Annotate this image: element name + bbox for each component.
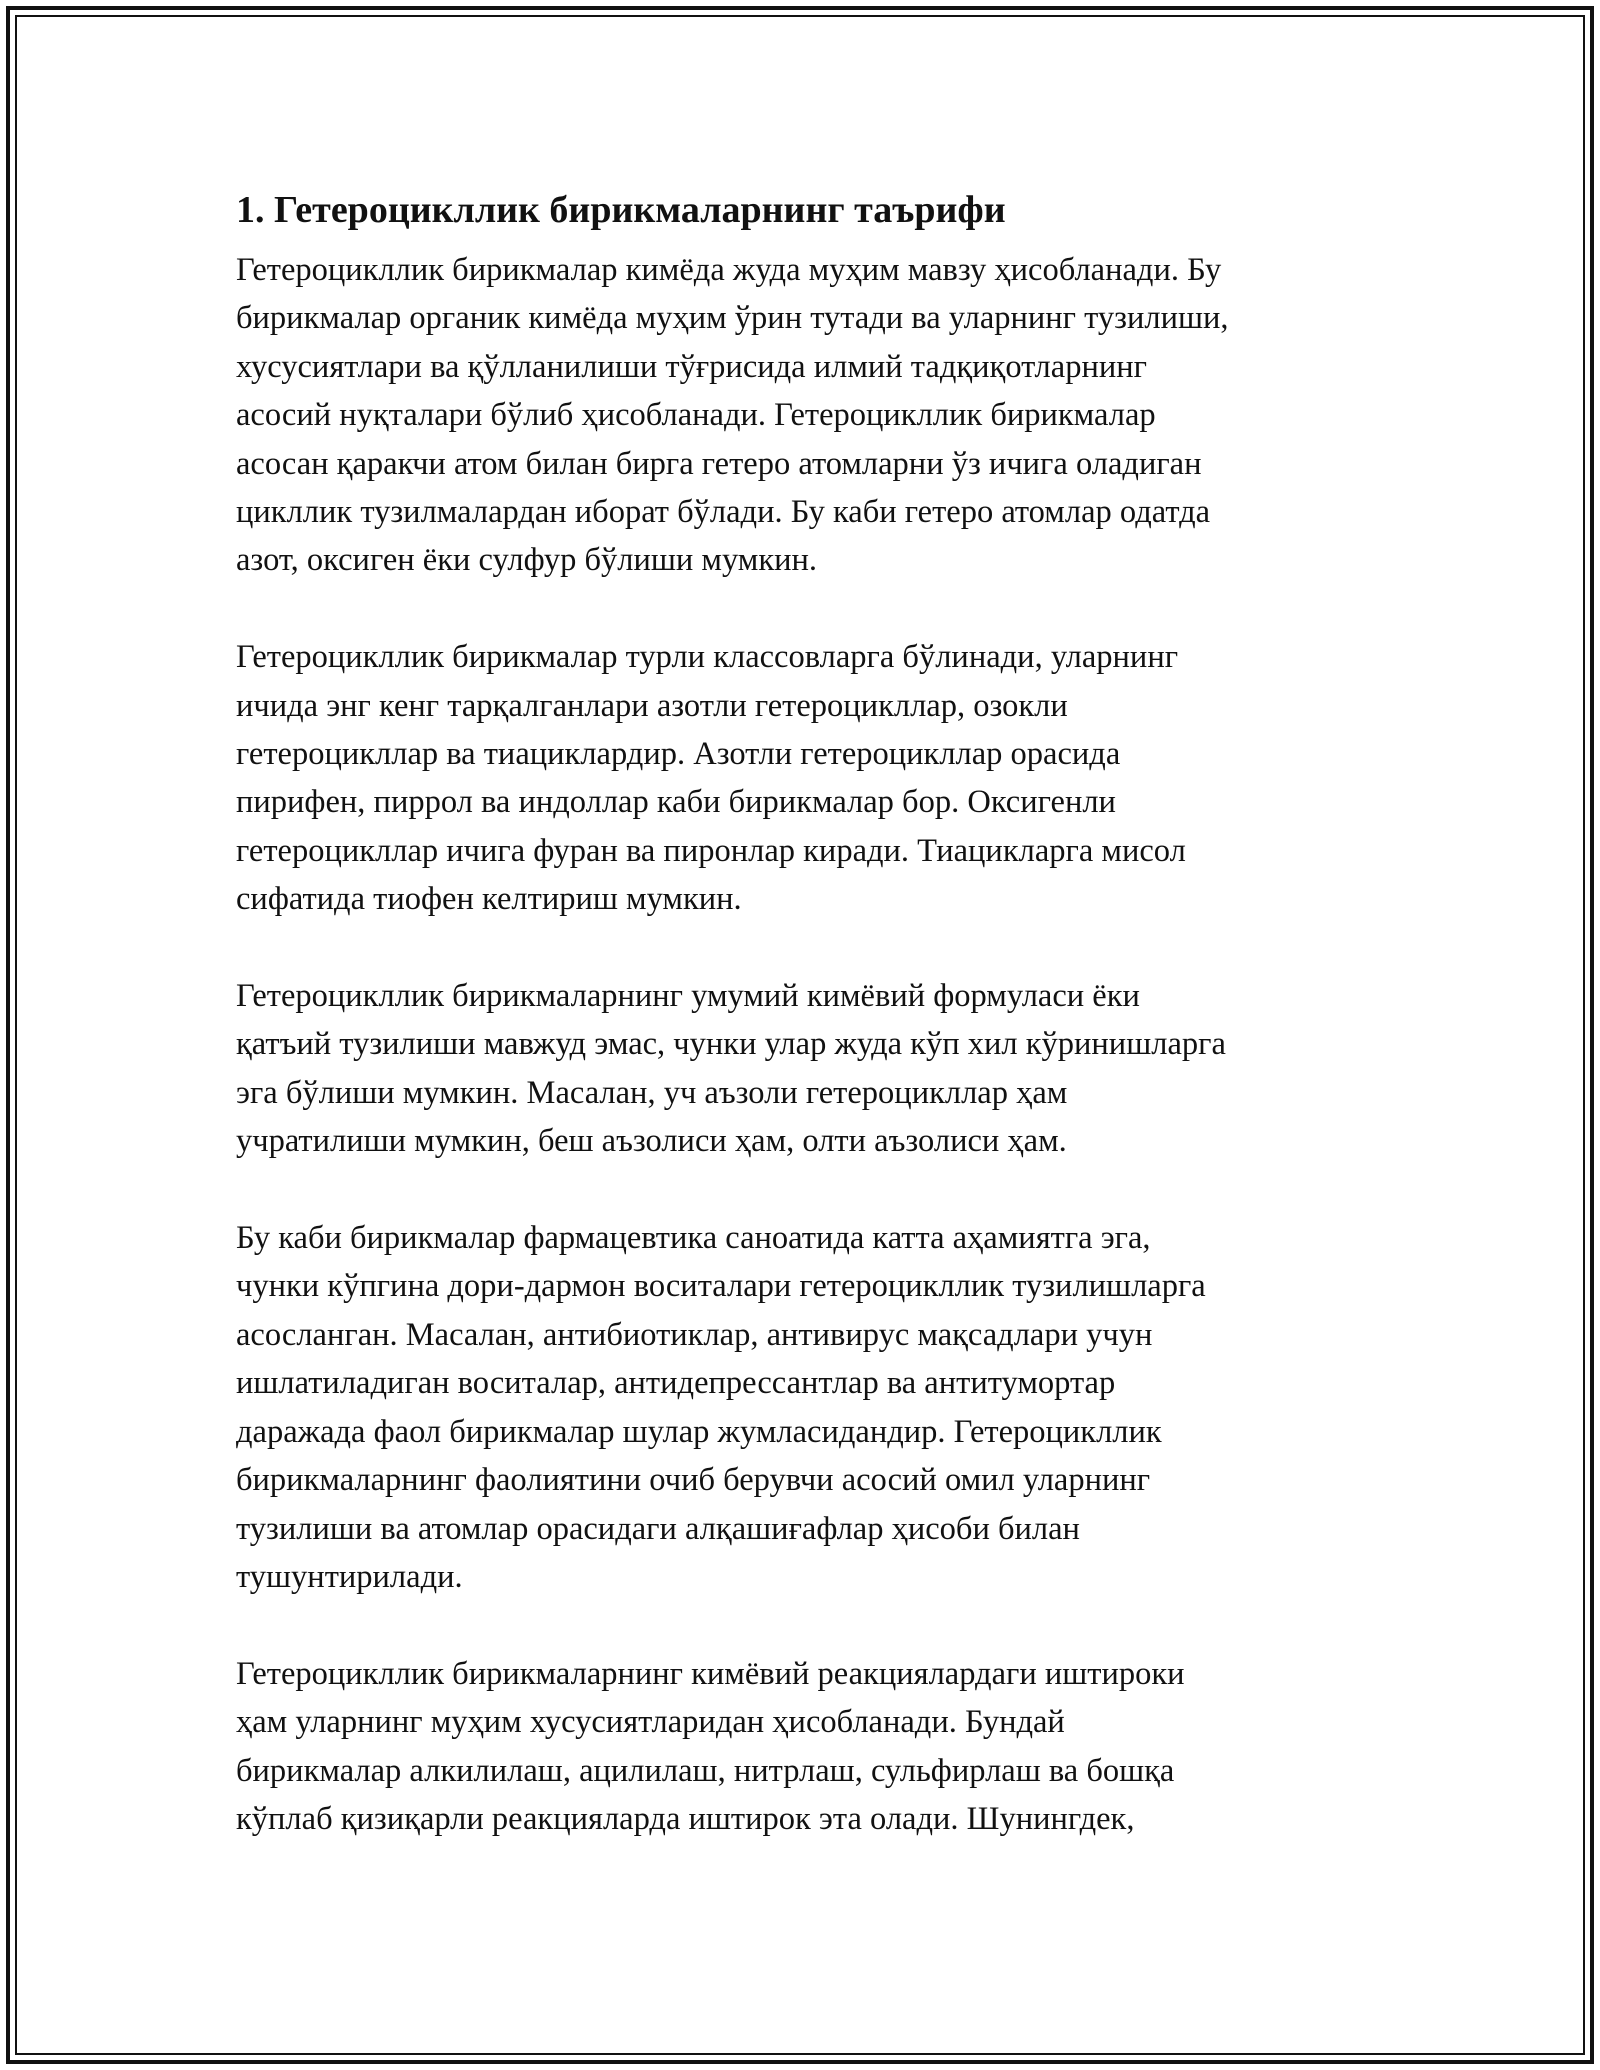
paragraph-line: қатъий тузилиши мавжуд эмас, чунки улар жуда кўп хил кўринишларга <box>236 1026 1226 1063</box>
paragraph-line: гетероцикллар ва тиациклардир. Азотли гетероцикллар орасида <box>236 736 1121 773</box>
paragraph-line: кўплаб қизиқарли реакцияларда иштирок эта олади. Шунингдек, <box>236 1800 1135 1837</box>
paragraph-line: Гетероцикллик бирикмаларнинг умумий кимёвий формуласи ёки <box>236 978 1140 1015</box>
paragraph-line: тузилиши ва атомлар орасидаги алқашиғафлар ҳисоби билан <box>236 1510 1080 1547</box>
paragraph-line: эга бўлиши мумкин. Масалан, уч аъзоли гетероцикллар ҳам <box>236 1074 1068 1111</box>
paragraph-line: Гетероцикллик бирикмалар кимёда жуда муҳим мавзу ҳисобланади. Бу <box>236 252 1222 288</box>
paragraph-line: ишлатиладиган воситалар, антидепрессантлар ва антитумортар <box>236 1365 1116 1402</box>
paragraph-line: асосан қаракчи атом билан бирга гетеро атомларни ўз ичига оладиган <box>236 445 1202 482</box>
paragraph-line: асосланган. Масалан, антибиотиклар, антивирус мақсадлари учун <box>236 1316 1153 1353</box>
paragraph-line: Бу каби бирикмалар фармацевтика саноатида катта аҳамиятга эга, <box>236 1220 1151 1257</box>
paragraph-line: цикллик тузилмалардан иборат бўлади. Бу каби гетеро атомлар одатда <box>236 494 1211 531</box>
document-page <box>236 186 1366 1843</box>
paragraph <box>236 1214 1366 1601</box>
paragraph-line: пирифен, пиррол ва индоллар каби бирикмалар бор. Оксигенли <box>236 784 1116 821</box>
paragraph-line: тушунтирилади. <box>236 1558 463 1595</box>
paragraph-line: ҳам уларнинг муҳим хусусиятларидан ҳисобланади. Бундай <box>236 1704 1065 1741</box>
paragraph-line: Гетероцикллик бирикмаларнинг кимёвий реакциялардаги иштироки <box>236 1655 1185 1692</box>
paragraph-line: бирикмалар органик кимёда муҳим ўрин тутади ва уларнинг тузилиши, <box>236 300 1229 337</box>
paragraph-line: бирикмалар алкилилаш, ацилилаш, нитрлаш, сульфирлаш ва бошқа <box>236 1752 1175 1789</box>
paragraph <box>236 633 1366 923</box>
section-heading: 1. Гетероцикллик бирикмаларнинг таърифи <box>236 189 1006 231</box>
paragraph-line: даражада фаол бирикмалар шулар жумласидандир. Гетероцикллик <box>236 1413 1162 1450</box>
paragraph-line: учратилиши мумкин, беш аъзолиси ҳам, олти аъзолиси ҳам. <box>236 1123 1067 1160</box>
paragraph-line: Гетероцикллик бирикмалар турли классовларга бўлинади, уларнинг <box>236 639 1179 676</box>
paragraph-line: чунки кўпгина дори-дармон воситалари гетероцикллик тузилишларга <box>236 1268 1206 1305</box>
paragraph-line: асосий нуқталари бўлиб ҳисобланади. Гетероцикллик бирикмалар <box>236 397 1156 434</box>
paragraph-line: ичида энг кенг тарқалганлари азотли гетероцикллар, озокли <box>236 687 1068 724</box>
paragraph-line: сифатида тиофен келтириш мумкин. <box>236 881 742 918</box>
paragraph <box>236 246 1366 585</box>
paragraph-line: бирикмаларнинг фаолиятини очиб берувчи асосий омил уларнинг <box>236 1462 1151 1499</box>
paragraph-line: гетероцикллар ичига фуран ва пиронлар киради. Тиацикларга мисол <box>236 832 1186 869</box>
paragraph <box>236 1650 1366 1844</box>
paragraph-line: азот, оксиген ёки сулфур бўлиши мумкин. <box>236 542 818 579</box>
paragraph <box>236 972 1366 1166</box>
paragraph-line: хусусиятлари ва қўлланилиши тўғрисида илмий тадқиқотларнинг <box>236 348 1147 385</box>
document-body <box>236 246 1366 1843</box>
